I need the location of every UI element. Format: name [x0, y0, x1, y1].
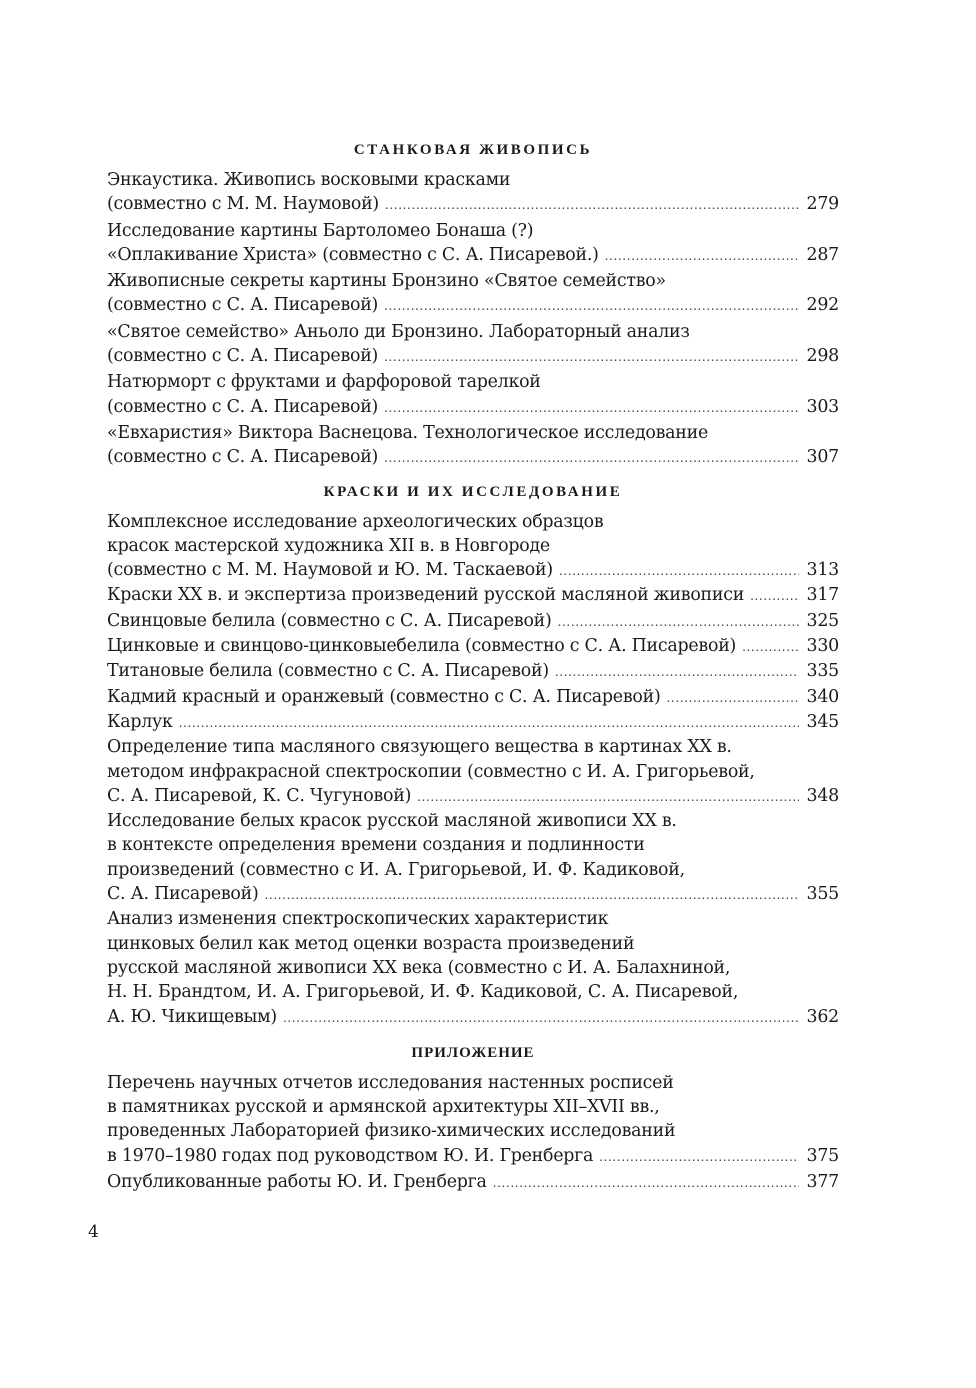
toc-entry-text: (совместно с С. А. Писаревой)	[107, 396, 379, 417]
toc-entry-line	[107, 558, 839, 582]
dot-leader	[555, 660, 799, 684]
toc-page-number: 292	[806, 295, 839, 316]
toc-entry-line	[107, 1144, 839, 1168]
toc-entry-text: русской масляной живописи XX века (совместно с И. А. Балахниной,	[107, 957, 731, 978]
toc-entry[interactable]	[107, 320, 839, 369]
toc-entry-text: Свинцовые белила (совместно с С. А. Писаревой)	[107, 610, 552, 631]
toc-entry[interactable]	[107, 609, 839, 633]
toc-page-number: 298	[806, 346, 839, 367]
toc-entry-text: в памятниках русской и армянской архитектуры XII–XVII вв.,	[107, 1097, 660, 1118]
section-title: СТАНКОВАЯ ЖИВОПИСЬ	[353, 142, 593, 158]
toc-entry-line	[107, 168, 839, 192]
toc-entry-text: Н. Н. Брандтом, И. А. Григорьевой, И. Ф. Кадиковой, С. А. Писаревой,	[107, 982, 739, 1003]
toc-entry-line	[107, 534, 839, 558]
toc-entry-text: «Оплакивание Христа» (совместно с С. А. Писаревой.)	[107, 244, 599, 265]
toc-entry-text: Натюрморт с фруктами и фарфоровой тарелкой	[107, 372, 541, 393]
toc-entry-text: Комплексное исследование археологических образцов	[107, 511, 604, 532]
toc-page-number: 335	[806, 661, 839, 682]
toc-page-number: 317	[806, 585, 839, 606]
toc-entry-line	[107, 956, 839, 980]
toc-entry-line	[107, 269, 839, 293]
section-title: КРАСКИ И ИХ ИССЛЕДОВАНИЕ	[323, 483, 623, 500]
dot-leader	[417, 785, 798, 809]
toc-entry-text: в контексте определения времени создания и подлинности	[107, 835, 645, 856]
toc-page-number: 325	[806, 610, 839, 631]
dot-leader	[385, 193, 799, 217]
toc-entry-text: Цинковые и свинцово-цинковыебелила (совместно с С. А. Писаревой)	[107, 636, 737, 657]
dot-leader	[179, 711, 799, 735]
toc-page-number: 307	[806, 447, 839, 468]
toc-entry[interactable]	[107, 710, 839, 734]
toc-entry-line	[107, 735, 839, 759]
toc-entry-line	[107, 685, 839, 709]
toc-entry-text: С. А. Писаревой, К. С. Чугуновой)	[107, 785, 412, 806]
dot-leader	[667, 686, 799, 710]
toc-entry-line	[107, 293, 839, 317]
toc-entry-line	[107, 882, 839, 906]
toc-entry[interactable]	[107, 659, 839, 683]
toc-entry-text: красок мастерской художника XII в. в Новгороде	[107, 535, 550, 556]
table-of-contents	[107, 132, 839, 1196]
toc-entry-line	[107, 609, 839, 633]
toc-page-number: 375	[806, 1145, 839, 1166]
toc-entry-line	[107, 445, 839, 469]
toc-entry-line	[107, 1170, 839, 1194]
toc-page-number: 313	[806, 560, 839, 581]
toc-entry-line	[107, 395, 839, 419]
toc-entry-line	[107, 583, 839, 607]
toc-entry-text: цинковых белил как метод оценки возраста произведений	[107, 933, 635, 954]
toc-entry-text: С. А. Писаревой)	[107, 884, 259, 905]
toc-page-number: 355	[806, 884, 839, 905]
toc-entry-text: в 1970–1980 годах под руководством Ю. И. Гренберга	[107, 1145, 594, 1166]
toc-page-number: 377	[806, 1171, 839, 1192]
toc-entry-text: Определение типа масляного связующего вещества в картинах XX в.	[107, 737, 732, 758]
toc-entry-line	[107, 320, 839, 344]
toc-entry-text: Титановые белила (совместно с С. А. Писаревой)	[107, 661, 549, 682]
toc-entry-line	[107, 932, 839, 956]
toc-entry[interactable]	[107, 1170, 839, 1194]
toc-entry-text: проведенных Лабораторией физико-химических исследований	[107, 1121, 676, 1142]
toc-entry[interactable]	[107, 907, 839, 1028]
toc-entry-line	[107, 907, 839, 931]
toc-entry[interactable]	[107, 269, 839, 318]
toc-entry-line	[107, 192, 839, 216]
toc-entry-line	[107, 1005, 839, 1029]
toc-page-number: 279	[806, 194, 839, 215]
page-number: 4	[88, 1222, 99, 1242]
dot-leader	[750, 584, 798, 608]
toc-entry[interactable]	[107, 510, 839, 583]
dot-leader	[605, 244, 799, 268]
toc-entry-text: А. Ю. Чикищевым)	[107, 1006, 277, 1027]
section-entries	[107, 510, 839, 1029]
toc-entry-line	[107, 634, 839, 658]
toc-entry-text: Исследование белых красок русской масляной живописи XX в.	[107, 811, 677, 832]
dot-leader	[558, 610, 799, 634]
toc-entry-text: Перечень научных отчетов исследования настенных росписей	[107, 1072, 674, 1093]
toc-entry-line	[107, 344, 839, 368]
section-entries	[107, 1071, 839, 1194]
dot-leader	[384, 446, 798, 470]
toc-entry[interactable]	[107, 809, 839, 906]
toc-entry-text: «Святое семейство» Аньоло ди Бронзино. Лабораторный анализ	[107, 321, 690, 342]
toc-entry-text: Энкаустика. Живопись восковыми красками	[107, 170, 511, 190]
toc-entry-text: (совместно с М. М. Наумовой и Ю. М. Таскаевой)	[107, 560, 553, 581]
dot-leader	[283, 1006, 799, 1030]
toc-entry[interactable]	[107, 583, 839, 607]
toc-entry-text: (совместно с С. А. Писаревой)	[107, 346, 379, 367]
toc-page-number: 287	[806, 244, 839, 265]
toc-entry[interactable]	[107, 421, 839, 470]
toc-page-number: 348	[806, 785, 839, 806]
toc-entry[interactable]	[107, 168, 839, 217]
dot-leader	[384, 345, 798, 369]
toc-entry-line	[107, 510, 839, 534]
toc-entry-line	[107, 784, 839, 808]
dot-leader	[559, 559, 799, 583]
toc-entry[interactable]	[107, 370, 839, 419]
toc-entry-text: произведений (совместно с И. А. Григорьевой, И. Ф. Кадиковой,	[107, 859, 685, 880]
toc-page-number: 362	[806, 1006, 839, 1027]
toc-entry-text: методом инфракрасной спектроскопии (совместно с И. А. Григорьевой,	[107, 761, 755, 782]
toc-entry-line	[107, 421, 839, 445]
toc-entry-line	[107, 809, 839, 833]
toc-entry-text: Кадмий красный и оранжевый (совместно с С. А. Писаревой)	[107, 686, 661, 707]
toc-entry-text: (совместно с М. М. Наумовой)	[107, 194, 379, 215]
toc-entry-line	[107, 1095, 839, 1119]
dot-leader	[265, 883, 799, 907]
toc-entry-line	[107, 243, 839, 267]
toc-entry-text: Анализ изменения спектроскопических характеристик	[107, 909, 609, 930]
toc-entry[interactable]	[107, 219, 839, 268]
toc-entry-text: (совместно с С. А. Писаревой)	[107, 447, 379, 468]
toc-entry-text: Карлук	[107, 711, 173, 732]
toc-entry-text: Исследование картины Бартоломео Бонаша (?)	[107, 220, 534, 241]
toc-page-number: 345	[806, 711, 839, 732]
toc-entry-text: Опубликованные работы Ю. И. Гренберга	[107, 1171, 487, 1192]
toc-entry-line	[107, 219, 839, 243]
toc-entry-line	[107, 980, 839, 1004]
toc-entry-line	[107, 760, 839, 784]
dot-leader	[742, 635, 798, 659]
toc-entry-text: «Евхаристия» Виктора Васнецова. Технологическое исследование	[107, 422, 709, 443]
toc-entry-line	[107, 659, 839, 683]
dot-leader	[493, 1171, 799, 1195]
toc-entry-text: Краски XX в. и экспертиза произведений русской масляной живописи	[107, 585, 745, 606]
toc-entry-line	[107, 1071, 839, 1095]
dot-leader	[599, 1145, 798, 1169]
toc-entry-line	[107, 833, 839, 857]
toc-entry[interactable]	[107, 634, 839, 658]
dot-leader	[384, 294, 798, 318]
toc-entry[interactable]	[107, 685, 839, 709]
toc-entry-text: (совместно с С. А. Писаревой)	[107, 295, 379, 316]
toc-entry-line	[107, 370, 839, 394]
toc-page-number: 303	[806, 396, 839, 417]
toc-entry-line	[107, 1119, 839, 1143]
toc-entry-line	[107, 858, 839, 882]
toc-page-number: 340	[806, 686, 839, 707]
toc-page-number: 330	[806, 636, 839, 657]
toc-entry-text: Живописные секреты картины Бронзино «Святое семейство»	[107, 271, 666, 292]
section-title: ПРИЛОЖЕНИЕ	[411, 1044, 535, 1061]
toc-entry[interactable]	[107, 735, 839, 808]
dot-leader	[384, 396, 798, 420]
toc-entry-line	[107, 710, 839, 734]
toc-entry[interactable]	[107, 1071, 839, 1168]
section-entries	[107, 168, 839, 470]
